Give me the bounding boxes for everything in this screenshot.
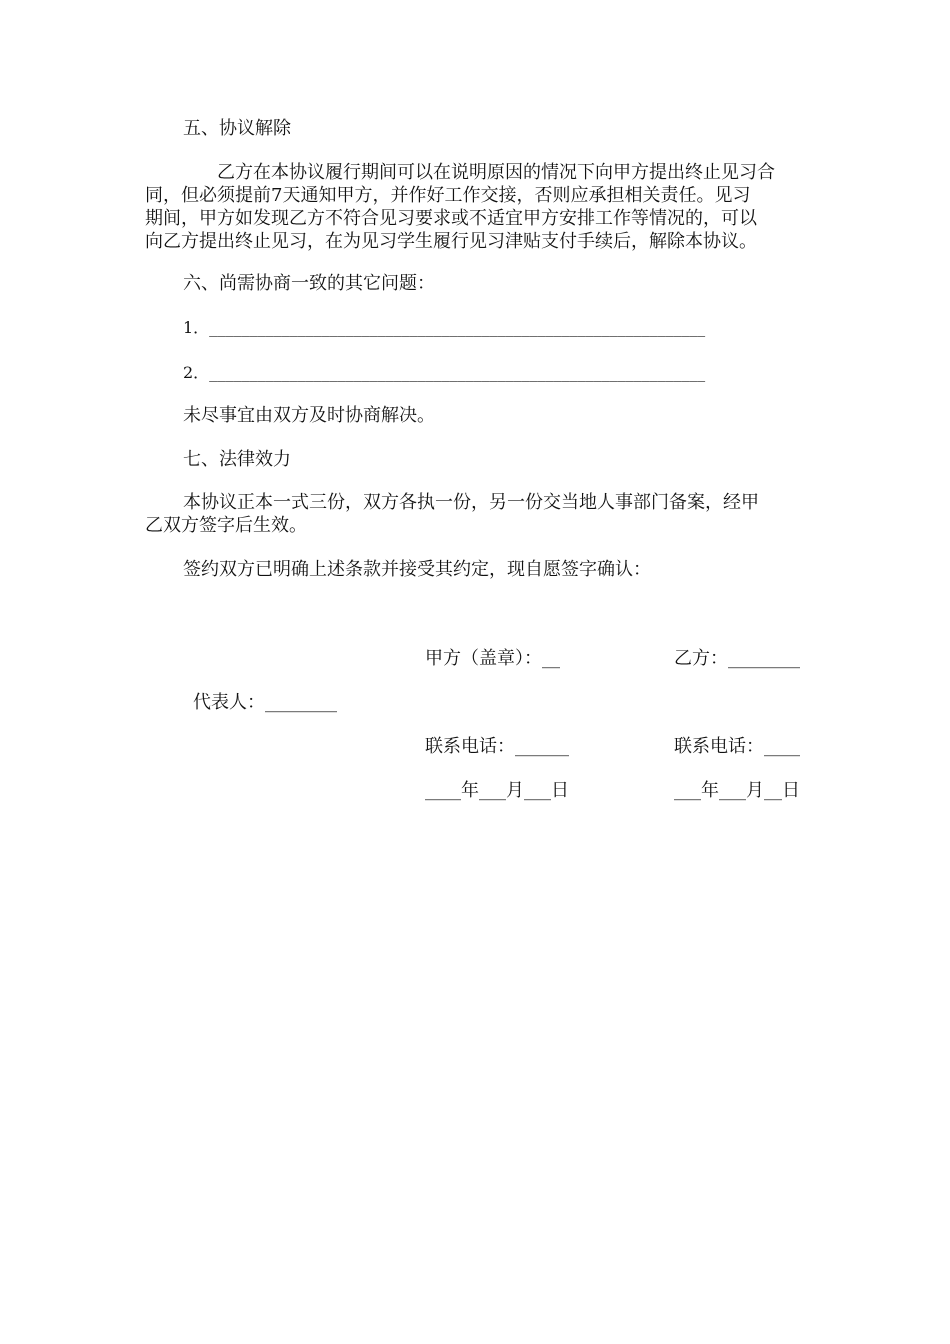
section-7-line-1: 本协议正本一式三份，双方各执一份，另一份交当地人事部门备案，经甲 (183, 492, 759, 513)
section-7-line-2: 乙双方签字后生效。 (145, 515, 307, 536)
party-b-phone: 联系电话：____ (674, 736, 800, 757)
confirm-statement: 签约双方已明确上述条款并接受其约定，现自愿签字确认： (183, 559, 651, 580)
party-a-phone: 联系电话：______ (425, 736, 569, 757)
representative: 代表人：________ (193, 692, 337, 713)
section-6-note: 未尽事宜由双方及时协商解决。 (183, 405, 435, 426)
section-6-heading: 六、尚需协商一致的其它问题： (183, 273, 435, 294)
blank-item-1: 1．______________________________________________________________ (183, 318, 706, 337)
section-5-line-2: 同，但必须提前7天通知甲方，并作好工作交接，否则应承担相关责任。见习 (145, 185, 751, 206)
party-a-date: ____年___月___日 (425, 780, 569, 801)
party-b-date: ___年___月__日 (674, 780, 800, 801)
blank-item-2: 2．______________________________________________________________ (183, 363, 706, 382)
section-5-line-3: 期间，甲方如发现乙方不符合见习要求或不适宜甲方安排工作等情况的，可以 (145, 208, 757, 229)
party-b-signature: 乙方：________ (674, 648, 800, 669)
party-a-seal: 甲方（盖章）：__ (425, 648, 560, 669)
section-5-heading: 五、协议解除 (183, 118, 291, 139)
section-5-line-4: 向乙方提出终止见习，在为见习学生履行见习津贴支付手续后，解除本协议。 (145, 231, 757, 252)
section-7-heading: 七、法律效力 (183, 449, 291, 470)
section-5-line-1: 乙方在本协议履行期间可以在说明原因的情况下向甲方提出终止见习合 (217, 162, 775, 183)
